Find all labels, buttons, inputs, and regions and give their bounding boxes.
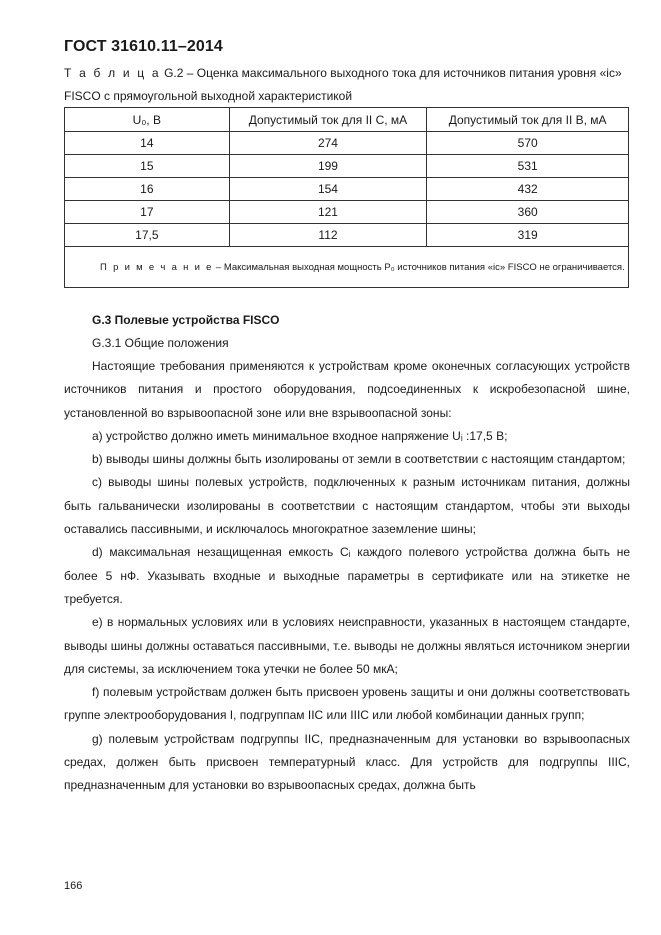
table-caption	[64, 62, 632, 108]
fisco-current-table	[64, 107, 629, 288]
paragraph-item-g: g) полевым устройствам подгруппы IIC, предназначенным для установки во взрывоопасных средах, должен быть присвоен температурный класс. Для устройств для подгруппы IIIC, предназначенным для установки во взрывоопасных средах, должна быть	[64, 731, 630, 793]
table-cell: 360	[427, 201, 629, 224]
column-header-current-iic: Допустимый ток для II C, мА	[229, 108, 427, 132]
paragraph-item-d: d) максимальная незащищенная емкость Cᵢ каждого полевого устройства должна быть не более 5 нФ. Указывать входные и выходные параметры в сертификате или на этикетке не требуется.	[64, 545, 630, 606]
table-cell: 154	[229, 178, 427, 201]
table-row	[65, 132, 629, 155]
body-text	[64, 355, 630, 798]
subsection-title: G.3.1 Общие положения	[92, 336, 229, 350]
column-header-voltage: U₀, В	[65, 108, 230, 132]
table-cell: 16	[65, 178, 230, 201]
document-header: ГОСТ 31610.11–2014	[64, 38, 223, 55]
table-cell: 531	[427, 155, 629, 178]
table-cell: 17	[65, 201, 230, 224]
table-cell: 14	[65, 132, 230, 155]
table-row	[65, 155, 629, 178]
table-caption-label: Т а б л и ц а	[64, 66, 161, 80]
paragraph-item-e: e) в нормальных условиях или в условиях неисправности, указанных в настоящем стандарте, выводы шины должны оставаться пассивными, т.е. выводы не должны являться источником энергии для системы, за исключением тока утечки не более 50 мкА;	[64, 615, 630, 676]
table-cell: 432	[427, 178, 629, 201]
table-row	[65, 224, 629, 247]
page-number: 166	[64, 880, 83, 892]
paragraph-intro: Настоящие требования применяются к устройствам кроме оконечных согласующих устройств источников питания и простого оборудования, подсоединенных к искробезопасной шине, установленной во взрывоопасной зоне или вне взрывоопасной зоны:	[64, 359, 630, 420]
paragraph-item-f: f) полевым устройствам должен быть присвоен уровень защиты и они должны соответствовать группе электрооборудования I, подгруппам IIC или IIIC или любой комбинации данных групп;	[64, 685, 630, 723]
paragraph-item-a: a) устройство должно иметь минимальное входное напряжение Uᵢ :17,5 В;	[92, 428, 508, 443]
table-header-row	[65, 108, 629, 132]
table-cell: 199	[229, 155, 427, 178]
table-cell: 319	[427, 224, 629, 247]
table-note	[65, 247, 629, 288]
table-cell: 570	[427, 132, 629, 155]
table-caption-text: G.2 – Оценка максимального выходного тока для источников питания уровня «ic» FISCO с прямоугольной выходной характеристикой	[64, 66, 622, 103]
table-cell: 15	[65, 155, 230, 178]
table-row	[65, 178, 629, 201]
table-cell: 17,5	[65, 224, 230, 247]
table-note-text: – Максимальная выходная мощность P₀ источников питания «ic» FISCO не ограничивается.	[213, 261, 625, 273]
table-cell: 112	[229, 224, 427, 247]
table-cell: 121	[229, 201, 427, 224]
paragraph-item-c: c) выводы шины полевых устройств, подключенных к разным источникам питания, должны быть гальванически изолированы в соответствии с настоящим стандартом, чтобы эти выходы оставались пассивными, и исключалось многократное заземление шины;	[64, 475, 630, 537]
paragraph-item-b: b) выводы шины должны быть изолированы от земли в соответствии с настоящим стандартом;	[92, 452, 626, 467]
table-cell: 274	[229, 132, 427, 155]
column-header-current-iib: Допустимый ток для II B, мА	[427, 108, 629, 132]
table-note-label: П р и м е ч а н и е	[100, 261, 214, 273]
table-row	[65, 201, 629, 224]
table-note-row	[65, 247, 629, 288]
section-title: G.3 Полевые устройства FISCO	[92, 313, 280, 327]
